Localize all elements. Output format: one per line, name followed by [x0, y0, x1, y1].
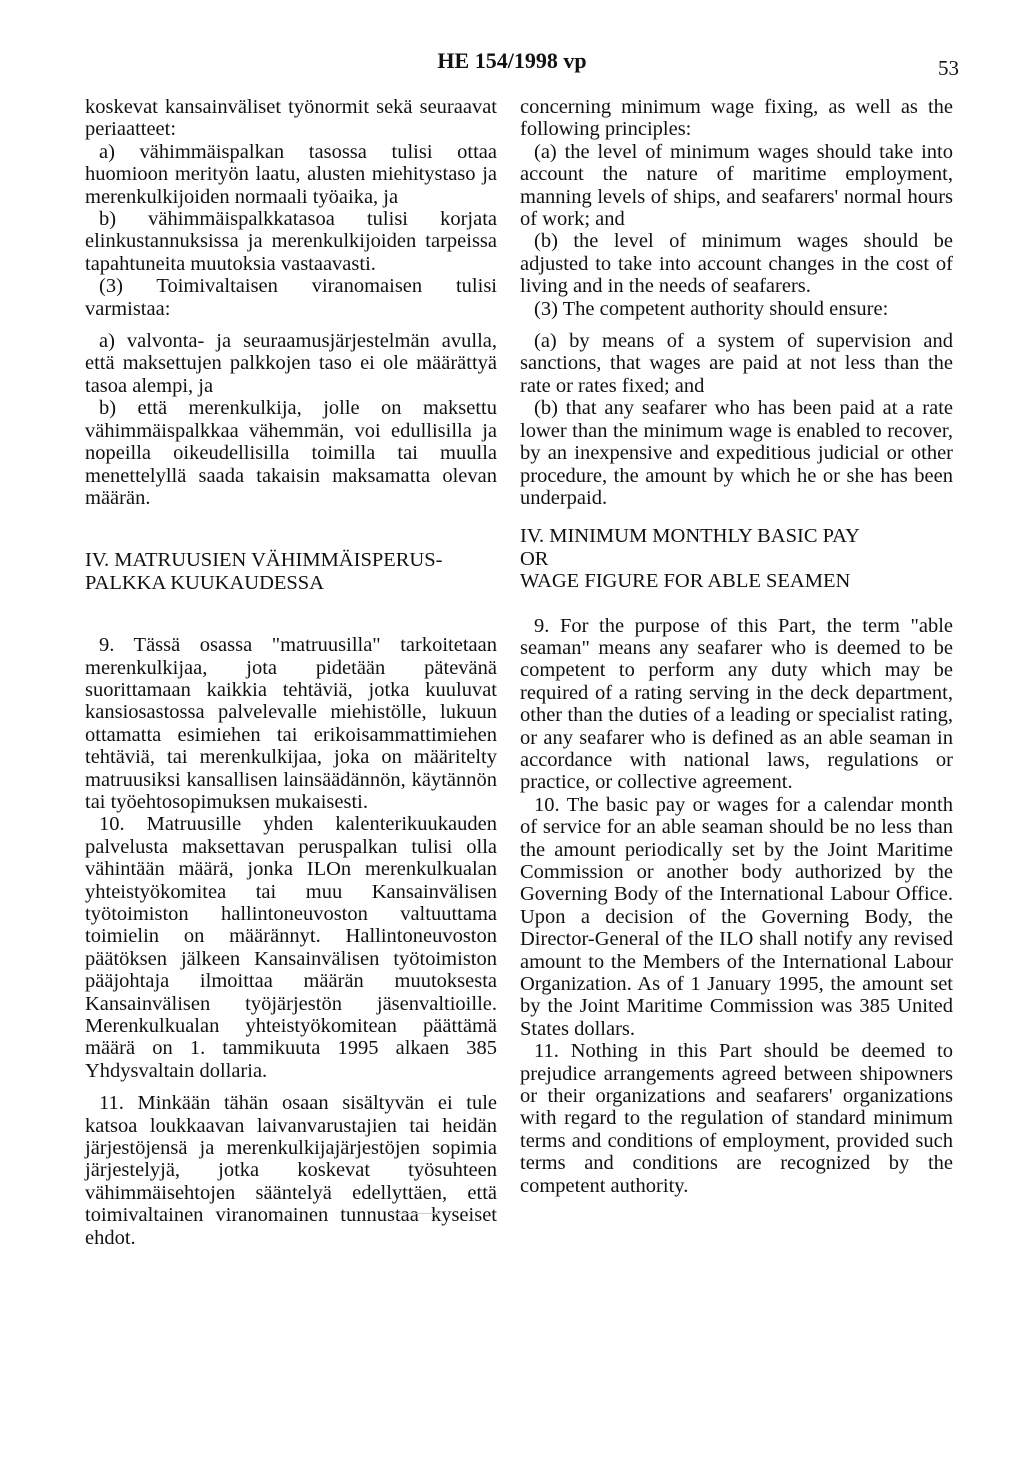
section-heading-line: OR: [520, 547, 549, 570]
paragraph: koskevat kansainväliset työnormit sekä seuraavat periaatteet:: [85, 96, 497, 141]
paragraph: 11. Minkään tähän osaan sisältyvän ei tule katsoa loukkaavan laivanvarustajien tai heidän järjestöjensä ja merenkulkijajärjestöjen sopimia järjestelyjä, jotka koskevat työsuhteen vähimmäisehtojen sääntelyä edellyttäen, että toimivaltainen viranomainen tunnustaa kyseiset ehdot.: [85, 1092, 497, 1249]
running-title: HE 154/1998 vp: [437, 48, 587, 73]
paragraph: a) valvonta- ja seuraamusjärjestelmän avulla, että maksettujen palkkojen taso ei ole määrättyä tasoa alempi, ja: [85, 330, 497, 397]
paragraph: concerning minimum wage fixing, as well as the following principles:: [520, 96, 953, 141]
paragraph: a) vähimmäispalkan tasossa tulisi ottaa huomioon merityön laatu, alusten miehitystaso ja merenkulkijoiden normaali työaika, ja: [85, 140, 497, 208]
section-heading-line: WAGE FIGURE FOR ABLE SEAMEN: [520, 570, 851, 593]
paragraph: (a) the level of minimum wages should take into account the nature of maritime employment, manning levels of ships, and seafarers' normal hours of work; and: [520, 140, 953, 231]
paragraph: (b) the level of minimum wages should be adjusted to take into account changes in the cost of living and in the needs of seafarers.: [520, 230, 953, 298]
section-heading-line: IV. MINIMUM MONTHLY BASIC PAY: [520, 525, 860, 548]
divider: [392, 1213, 442, 1214]
paragraph: 10. The basic pay or wages for a calendar month of service for an able seaman should be no less than the amount periodically set by the Joint Maritime Commission or another body authorized by the Governing Body of the International Labour Office. Upon a decision of the Governing Body, the Director-General of the ILO shall notify any revised amount to the Members of the International Labour Organization. As of 1 January 1995, the amount set by the Joint Maritime Commission was 385 United States dollars.: [520, 793, 953, 1040]
page-number: 53: [938, 56, 959, 80]
english-column: [520, 96, 953, 1197]
paragraph: (b) that any seafarer who has been paid at a rate lower than the minimum wage is enabled to recover, by an inexpensive and expeditious judicial or other procedure, the amount by which he or she has been underpaid.: [520, 397, 953, 509]
paragraph: 9. For the purpose of this Part, the term "able seaman" means any seafarer who is deemed to be competent to perform any duty which may be required of a rating serving in the deck department, other than the duties of a leading or specialist rating, or any seafarer who is defined as an able seaman in accordance with national laws, regulations or practice, or collective agreement.: [520, 614, 953, 794]
paragraph: b) että merenkulkija, jolle on maksettu vähimmäispalkkaa vähemmän, voi edullisilla ja nopeilla oikeudellisilla toimilla tai muulla menettelyllä saada takaisin maksamatta olevan määrän.: [85, 397, 497, 509]
finnish-column: [85, 96, 497, 1249]
page-header: [0, 44, 1024, 84]
paragraph: (3) Toimivaltaisen viranomaisen tulisi varmistaa:: [85, 275, 497, 320]
paragraph: (3) The competent authority should ensure:: [534, 297, 889, 320]
section-heading: [520, 525, 953, 592]
paragraph: 11. Nothing in this Part should be deemed to prejudice arrangements agreed between shipowners or their organizations and seafarers' organizations with regard to the regulation of standard minimum terms and conditions of employment, provided such terms and conditions are recognized by the competent authority.: [520, 1040, 953, 1197]
paragraph: b) vähimmäispalkkatasoa tulisi korjata elinkustannuksissa ja merenkulkijoiden tarpeissa tapahtuneita muutoksia vastaavasti.: [85, 208, 497, 275]
section-heading: IV. MATRUUSIEN VÄHIMMÄISPERUS-PALKKA KUUKAUDESSA: [85, 549, 443, 594]
paragraph: 9. Tässä osassa "matruusilla" tarkoitetaan merenkulkijaa, jota pidetään pätevänä suorittamaan kaikkia tehtäviä, jotka kuuluvat kansiosastossa palvelevalle miehistölle, lukuun ottamatta esimiehen tai erikoisammattimiehen tehtäviä, tai merenkulkijaa, joka on määritelty matruusiksi kansallisen lainsäädännön, käytännön tai työehtosopimuksen mukaisesti.: [85, 634, 497, 813]
paragraph: 10. Matruusille yhden kalenterikuukauden palvelusta maksettavan peruspalkan tulisi olla vähintään määrä, jonka ILOn merenkulkualan yhteistyökomitea tai muu Kansainvälisen työtoimiston hallintoneuvoston valtuuttama toimielin on määrännyt. Hallintoneuvoston päätöksen jälkeen Kansainvälisen työtoimiston pääjohtaja ilmoittaa määrän muutoksesta Kansainvälisen työjärjestön jäsenvaltioille. Merenkulkualan yhteistyökomitean päättämä määrä on 1. tammikuuta 1995 alkaen 385 Yhdysvaltain dollaria.: [85, 813, 497, 1082]
paragraph: (a) by means of a system of supervision and sanctions, that wages are paid at not less than the rate or rates fixed; and: [520, 330, 953, 397]
